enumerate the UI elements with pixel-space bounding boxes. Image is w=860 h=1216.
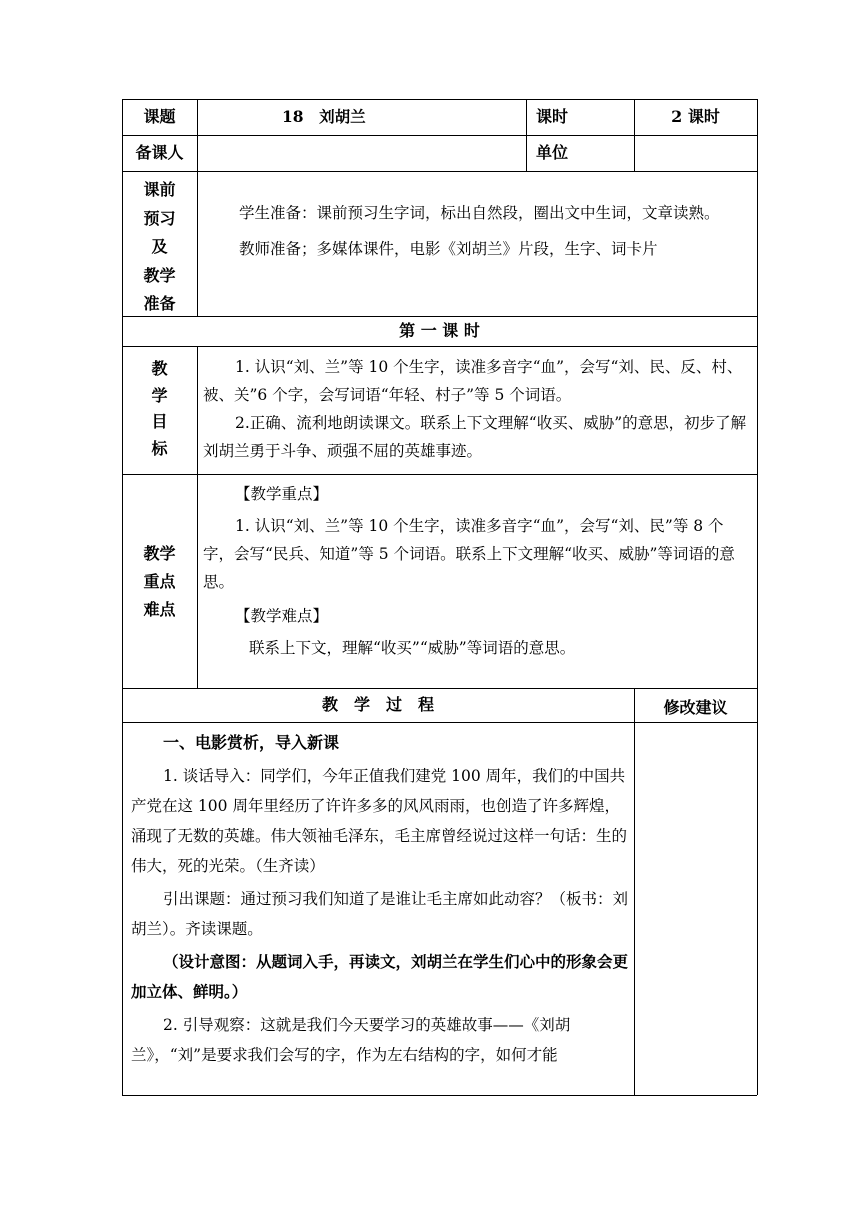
process-paragraph: 1. 谈话导入：同学们，今年正值我们建党 100 周年，我们的中国共产党在这 100 周年里经历了许许多多的风风雨雨，也创造了许多辉煌，涌现了无数的英雄。伟大领袖毛泽东，毛主席曾经说过这样一句话：生的伟大，死的光荣。（生齐读） bbox=[131, 767, 628, 875]
difficulty-text: 联系上下文，理解“收买”“威胁”等词语的意思。 bbox=[249, 639, 576, 657]
prep-content bbox=[207, 199, 753, 263]
goals-label: 教 学 目 标 bbox=[151, 359, 168, 458]
preparer-label: 备课人 bbox=[135, 143, 184, 162]
difficulty-title: 【教学难点】 bbox=[235, 607, 329, 625]
goal-item: 2.正确、流利地朗读课文。联系上下文理解“收买、威胁”的意思，初步了解刘胡兰勇于斗争、顽强不屈的英雄事迹。 bbox=[203, 414, 747, 460]
prep-label: 课前 预习 及 教学 准备 bbox=[143, 180, 176, 313]
suggestion-header: 修改建议 bbox=[663, 698, 728, 717]
key-points-label: 教学 重点 难点 bbox=[143, 544, 176, 619]
period-label: 课时 bbox=[536, 107, 569, 126]
design-intent: （设计意图：从题词入手，再读文，刘胡兰在学生们心中的形象会更加立体、鲜明。） bbox=[131, 953, 629, 1001]
period-value: 2 课时 bbox=[671, 107, 720, 126]
section-title: 一、电影赏析，导入新课 bbox=[163, 733, 340, 752]
student-prep: 学生准备：课前预习生字词，标出自然段，圈出文中生词，文章读熟。 bbox=[239, 204, 720, 222]
preparer-value bbox=[205, 135, 520, 171]
topic-label: 课题 bbox=[143, 107, 176, 126]
key-title: 【教学重点】 bbox=[235, 485, 329, 503]
process-content bbox=[131, 728, 629, 1070]
suggestion-cell bbox=[640, 728, 750, 1088]
process-header: 教 学 过 程 bbox=[321, 695, 434, 714]
teacher-prep: 教师准备；多媒体课件，电影《刘胡兰》片段，生字、词卡片 bbox=[239, 240, 658, 258]
first-period-title: 第 一 课 时 bbox=[399, 321, 480, 340]
unit-label: 单位 bbox=[536, 143, 569, 162]
process-paragraph: 引出课题：通过预习我们知道了是谁让毛主席如此动容？（板书：刘胡兰）。齐读课题。 bbox=[131, 890, 629, 938]
unit-value bbox=[640, 135, 750, 171]
process-paragraph: 2. 引导观察：这就是我们今天要学习的英雄故事——《刘胡兰》，“刘”是要求我们会写的字，作为左右结构的字，如何才能 bbox=[131, 1016, 571, 1064]
goals-content bbox=[203, 353, 754, 465]
key-points-content bbox=[203, 480, 754, 662]
topic-value: 18 刘胡兰 bbox=[282, 107, 366, 126]
goal-item: 1. 认识“刘、兰”等 10 个生字，读准多音字“血”，会写“刘、民、反、村、被、关”6 个字，会写词语“年轻、村子”等 5 个词语。 bbox=[203, 358, 743, 404]
key-text: 1. 认识“刘、兰”等 10 个生字，读准多音字“血”，会写“刘、民”等 8 个字，会写“民兵、知道”等 5 个词语。联系上下文理解“收买、威胁”等词语的意思。 bbox=[203, 517, 735, 591]
